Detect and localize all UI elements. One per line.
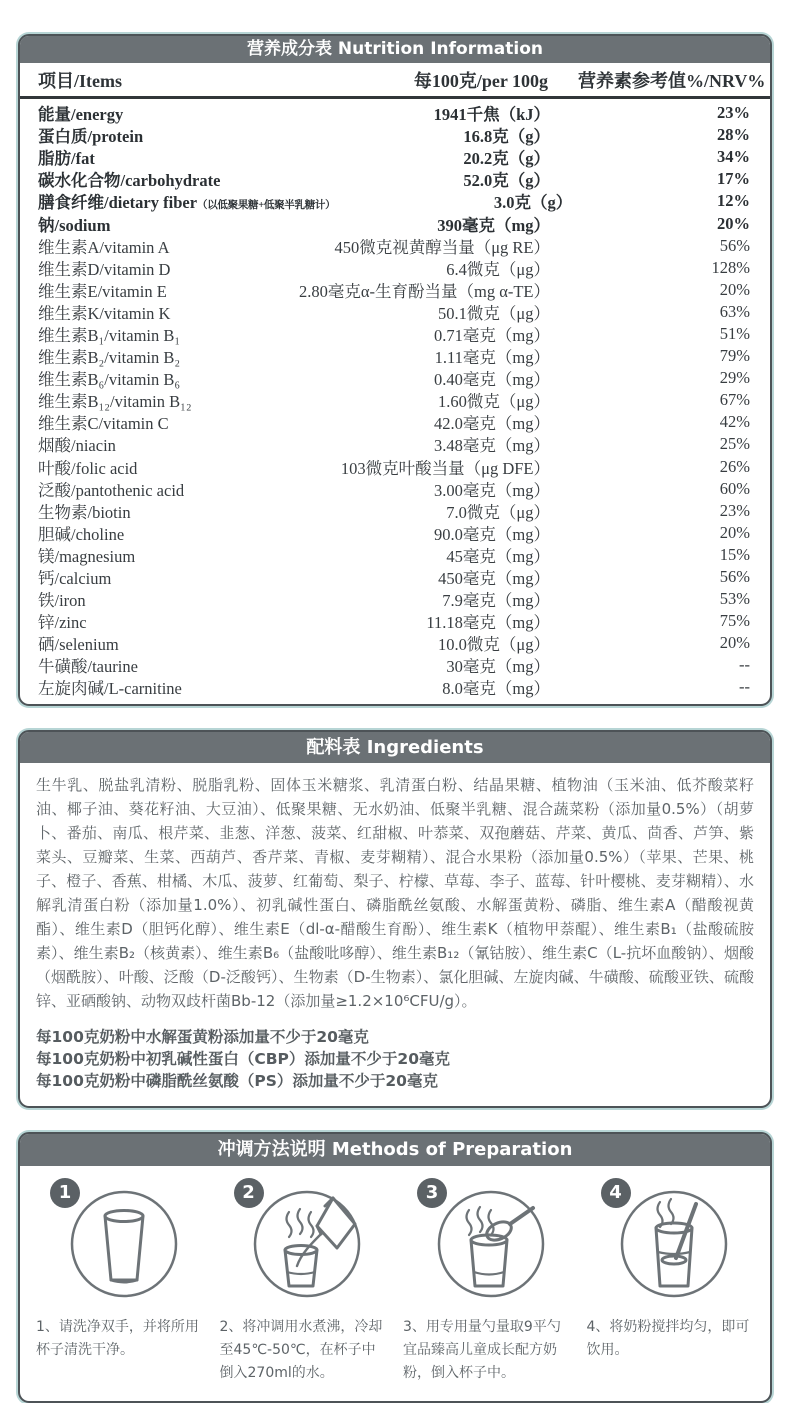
ingredient-claim: 每100克奶粉中初乳碱性蛋白（CBP）添加量不少于20毫克 [36,1049,450,1068]
nutrient-amount: 50.1微克（μg） [438,303,550,323]
step-2 [212,1178,396,1385]
nutrient-name: 牛磺酸/taurine [38,657,138,677]
nutrient-name: 镁/magnesium [38,546,136,566]
nutrient-nrv: 20% [717,213,750,233]
nutrient-amount: 11.18毫克（mg） [426,613,550,633]
nutrient-amount: 450微克视黄醇当量（μg RE） [334,237,550,257]
table-row [20,323,770,345]
nutrient-amount: 8.0毫克（mg） [442,679,550,699]
preparation-steps [20,1166,770,1401]
ingredients-text: 生牛乳、脱盐乳清粉、脱脂乳粉、固体玉米糖浆、乳清蛋白粉、结晶果糖、植物油（玉米油、低芥酸菜籽油、椰子油、葵花籽油、大豆油）、低聚果糖、无水奶油、低聚半乳糖、混合蔬菜粉（添加量0.5%）（胡萝卜、番茄、南瓜、根芹菜、韭葱、洋葱、菠菜、红甜椒、叶菾菜、双孢蘑菇、芹菜、黄瓜、茴香、芦笋、紫菜头、豆瓣菜、生菜、西葫芦、香芹菜、青椒、麦芽糊精）、混合水果粉（添加量0.5%）（苹果、芒果、桃子、橙子、香蕉、柑橘、木瓜、菠萝、红葡萄、梨子、柠檬、草莓、李子、蓝莓、针叶樱桃、麦芽糊精）、水解乳清蛋白粉（添加量1.0%）、初乳碱性蛋白、磷脂酰丝氨酸、水解蛋黄粉、磷脂、维生素A（醋酸视黄酯）、维生素D（胆钙化醇）、维生素E（dl-α-醋酸生育酚）、维生素K（植物甲萘醌）、维生素B₁（盐酸硫胺素）、维生素B₂（核黄素）、维生素B₆（盐酸吡哆醇）、维生素B₁₂（氰钴胺）、维生素C（L-抗坏血酸钠）、烟酸（烟酰胺）、叶酸、泛酸（D-泛酸钙）、生物素（D-生物素）、氯化胆碱、左旋肉碱、牛磺酸、硫酸亚铁、硫酸锌、亚硒酸钠、动物双歧杆菌Bb-12（添加量≥1.2×10⁶CFU/g）。 [36,775,754,1010]
nutrition-column-header [20,63,770,99]
nutrient-nrv: 23% [717,103,750,123]
nutrient-name: 锌/zinc [38,613,87,633]
nutrient-nrv: 23% [719,500,750,520]
nutrient-nrv: 20% [719,522,750,542]
table-row [20,544,770,566]
nutrient-amount: 3.48毫克（mg） [434,436,550,456]
nutrient-name: 胆碱/choline [38,524,125,544]
nutrient-nrv: 67% [719,390,750,410]
nutrient-name: 生物素/biotin [38,502,131,522]
nutrient-name: 硒/selenium [38,635,119,655]
nutrient-nrv: 15% [719,544,750,564]
table-row [20,478,770,500]
nutrient-nrv: 28% [717,125,750,145]
nutrient-name: 维生素K/vitamin K [38,303,171,323]
nutrient-amount: 30毫克（mg） [446,657,550,677]
preparation-panel [18,1132,772,1403]
nutrient-amount: 10.0微克（μg） [438,635,550,655]
ingredients-body [20,763,770,1106]
nutrition-table-rows [20,99,770,704]
table-row [20,190,770,212]
nutrient-amount: 3.00毫克（mg） [434,480,550,500]
nutrition-panel [18,34,772,706]
table-row [20,456,770,478]
table-row [20,522,770,544]
table-row [20,124,770,146]
nutrient-nrv: 51% [719,323,750,343]
nutrient-nrv: 17% [717,169,750,189]
table-row [20,257,770,279]
nutrient-amount: 2.80毫克α-生育酚当量（mg α-TE） [298,281,550,301]
table-row [20,212,770,234]
col-nrv: 营养素参考值%/NRV% [578,70,766,91]
preparation-title: 冲调方法说明 Methods of Preparation [20,1134,770,1166]
table-row [20,146,770,168]
nutrient-nrv: 79% [719,346,750,366]
nutrient-amount: 45毫克（mg） [446,546,550,566]
table-row [20,632,770,654]
step-number-badge: 1 [50,1178,80,1208]
nutrient-amount: 42.0毫克（mg） [434,414,550,434]
nutrient-nrv: 56% [719,567,750,587]
nutrient-nrv: 128% [711,257,750,277]
nutrient-name: 叶酸/folic acid [38,458,138,478]
nutrient-nrv: 75% [719,611,750,631]
nutrient-nrv: -- [739,655,750,675]
table-row [20,168,770,190]
table-row [20,654,770,676]
nutrient-name: 泛酸/pantothenic acid [38,480,185,500]
nutrient-note: （以低聚果糖+低聚半乳糖计） [197,200,336,212]
nutrient-amount: 1.60微克（μg） [438,392,550,412]
nutrient-name: 维生素B₂/vitamin B₂ [38,348,181,368]
step-caption: 2、将冲调用水煮沸，冷却至45℃-50℃，在杯子中倒入270ml的水。 [219,1318,383,1381]
nutrition-title: 营养成分表 Nutrition Information [20,36,770,63]
nutrient-nrv: 53% [719,589,750,609]
nutrient-name: 钙/calcium [38,569,112,589]
nutrient-amount: 1941千焦（kJ） [433,105,550,125]
table-row [20,588,770,610]
nutrient-amount: 3.0克（g） [493,193,573,213]
step-4 [579,1178,763,1385]
nutrient-name: 维生素C/vitamin C [38,414,169,434]
ingredients-title: 配料表 Ingredients [20,732,770,763]
nutrient-nrv: 20% [719,633,750,653]
table-row [20,235,770,257]
nutrient-amount: 1.11毫克（mg） [434,348,550,368]
nutrient-name: 碳水化合物/carbohydrate [38,171,221,191]
col-per100g: 每100克/per 100g [413,70,548,91]
nutrient-name: 维生素D/vitamin D [38,259,171,279]
ingredients-claims [36,1026,754,1092]
nutrient-nrv: 29% [719,368,750,388]
table-row [20,102,770,124]
step-3 [395,1178,579,1385]
step-caption: 4、将奶粉搅拌均匀，即可饮用。 [586,1318,750,1358]
nutrient-amount: 0.71毫克（mg） [434,325,550,345]
nutrient-nrv: 25% [719,434,750,454]
nutrient-name: 维生素B₁₂/vitamin B₁₂ [38,392,192,412]
ingredient-claim: 每100克奶粉中磷脂酰丝氨酸（PS）添加量不少于20毫克 [36,1071,438,1090]
table-row [20,367,770,389]
table-row [20,301,770,323]
table-row [20,345,770,367]
nutrient-amount: 6.4微克（μg） [446,259,550,279]
nutrient-nrv: 34% [717,147,750,167]
nutrient-nrv: 20% [719,279,750,299]
nutrient-nrv: -- [739,677,750,697]
nutrient-amount: 20.2克（g） [463,149,550,169]
nutrient-amount: 7.0微克（μg） [446,502,550,522]
step-caption: 1、请洗净双手，并将所用杯子清洗干净。 [36,1318,199,1358]
table-row [20,676,770,698]
table-row [20,411,770,433]
nutrient-name: 脂肪/fat [38,149,95,169]
nutrient-name: 铁/iron [38,591,86,611]
nutrient-amount: 90.0毫克（mg） [434,524,550,544]
nutrient-amount: 390毫克（mg） [437,215,550,235]
nutrient-nrv: 56% [719,235,750,255]
nutrient-name: 烟酸/niacin [38,436,116,456]
nutrient-name: 维生素B₆/vitamin B₆ [38,370,181,390]
nutrient-amount: 16.8克（g） [463,127,550,147]
table-row [20,610,770,632]
col-items: 项目/Items [38,70,122,91]
nutrient-name: 钠/sodium [38,215,111,235]
table-row [20,389,770,411]
step-number-badge: 4 [601,1178,631,1208]
step-1 [28,1178,212,1385]
nutrient-nrv: 26% [719,456,750,476]
nutrient-amount: 0.40毫克（mg） [434,370,550,390]
nutrient-name: 蛋白质/protein [38,127,144,147]
nutrient-amount: 7.9毫克（mg） [442,591,550,611]
table-row [20,279,770,301]
ingredients-panel [18,730,772,1108]
nutrient-amount: 450毫克（mg） [438,569,550,589]
nutrient-name: 维生素E/vitamin E [38,281,167,301]
nutrient-name: 左旋肉碱/L-carnitine [38,679,182,699]
nutrient-nrv: 63% [719,301,750,321]
table-row [20,500,770,522]
nutrient-name: 维生素A/vitamin A [38,237,170,257]
step-number-badge: 2 [234,1178,264,1208]
table-row [20,433,770,455]
nutrient-nrv: 60% [719,478,750,498]
nutrient-name: 维生素B₁/vitamin B₁ [38,325,181,345]
table-row [20,566,770,588]
nutrient-nrv: 12% [717,191,750,211]
nutrient-amount: 103微克叶酸当量（μg DFE） [340,458,550,478]
nutrient-name: 能量/energy [38,105,124,125]
step-number-badge: 3 [417,1178,447,1208]
step-caption: 3、用专用量勺量取9平勺宜品臻高儿童成长配方奶粉，倒入杯子中。 [403,1318,561,1381]
nutrient-amount: 52.0克（g） [463,171,550,191]
nutrient-nrv: 42% [719,412,750,432]
ingredient-claim: 每100克奶粉中水解蛋黄粉添加量不少于20毫克 [36,1027,369,1046]
nutrient-name: 膳食纤维/dietary fiber [38,193,198,213]
